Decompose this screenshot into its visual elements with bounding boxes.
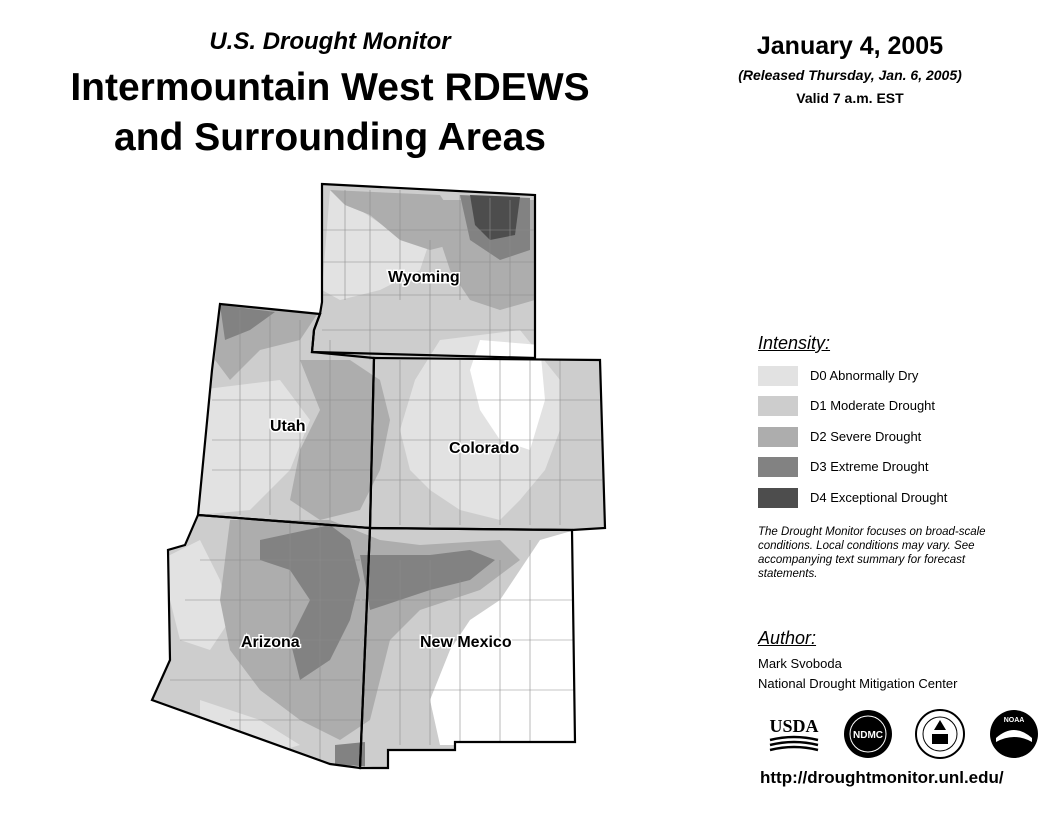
valid-time: Valid 7 a.m. EST <box>796 90 904 106</box>
map-title-line-1: Intermountain West RDEWS <box>70 66 590 109</box>
legend-swatch <box>758 457 798 477</box>
commerce-seal-logo <box>914 708 966 760</box>
legend-label: D3 Extreme Drought <box>810 459 929 474</box>
legend-label: D1 Moderate Drought <box>810 398 936 413</box>
state-label-colorado: Colorado <box>449 440 520 457</box>
map-subtitle: U.S. Drought Monitor <box>209 28 451 55</box>
noaa-logo-text: NOAA <box>1003 717 1025 724</box>
legend-label: D4 Exceptional Drought <box>810 490 948 505</box>
state-label-wyoming: Wyoming <box>388 269 460 286</box>
state-label-utah: Utah <box>270 418 306 435</box>
release-date: (Released Thursday, Jan. 6, 2005) <box>738 67 962 83</box>
map-title-line-2: and Surrounding Areas <box>114 116 546 159</box>
ndmc-logo-text: NDMC <box>853 730 883 741</box>
ndmc-logo <box>842 708 894 760</box>
legend-swatch <box>758 396 798 416</box>
author-organization: National Drought Mitigation Center <box>758 676 958 691</box>
disclaimer-note: The Drought Monitor focuses on broad-scale conditions. Local conditions may vary. See accompanying text summary for forecast statements. <box>758 526 986 580</box>
noaa-logo <box>988 708 1040 760</box>
author-name: Mark Svoboda <box>758 656 842 671</box>
legend-swatch <box>758 488 798 508</box>
legend-heading: Intensity: <box>758 333 831 353</box>
drought-shading <box>140 170 620 780</box>
usda-logo-text: USDA <box>769 716 819 736</box>
state-label-new-mexico: New Mexico <box>420 634 512 651</box>
legend-swatch <box>758 427 798 447</box>
state-label-arizona: Arizona <box>241 634 300 651</box>
website-url[interactable]: http://droughtmonitor.unl.edu/ <box>760 768 1004 787</box>
legend-swatch <box>758 366 798 386</box>
map-date: January 4, 2005 <box>756 32 944 60</box>
legend-label: D0 Abnormally Dry <box>810 368 919 383</box>
legend-label: D2 Severe Drought <box>810 429 922 444</box>
author-heading: Author: <box>758 628 817 648</box>
usda-logo <box>766 708 822 760</box>
